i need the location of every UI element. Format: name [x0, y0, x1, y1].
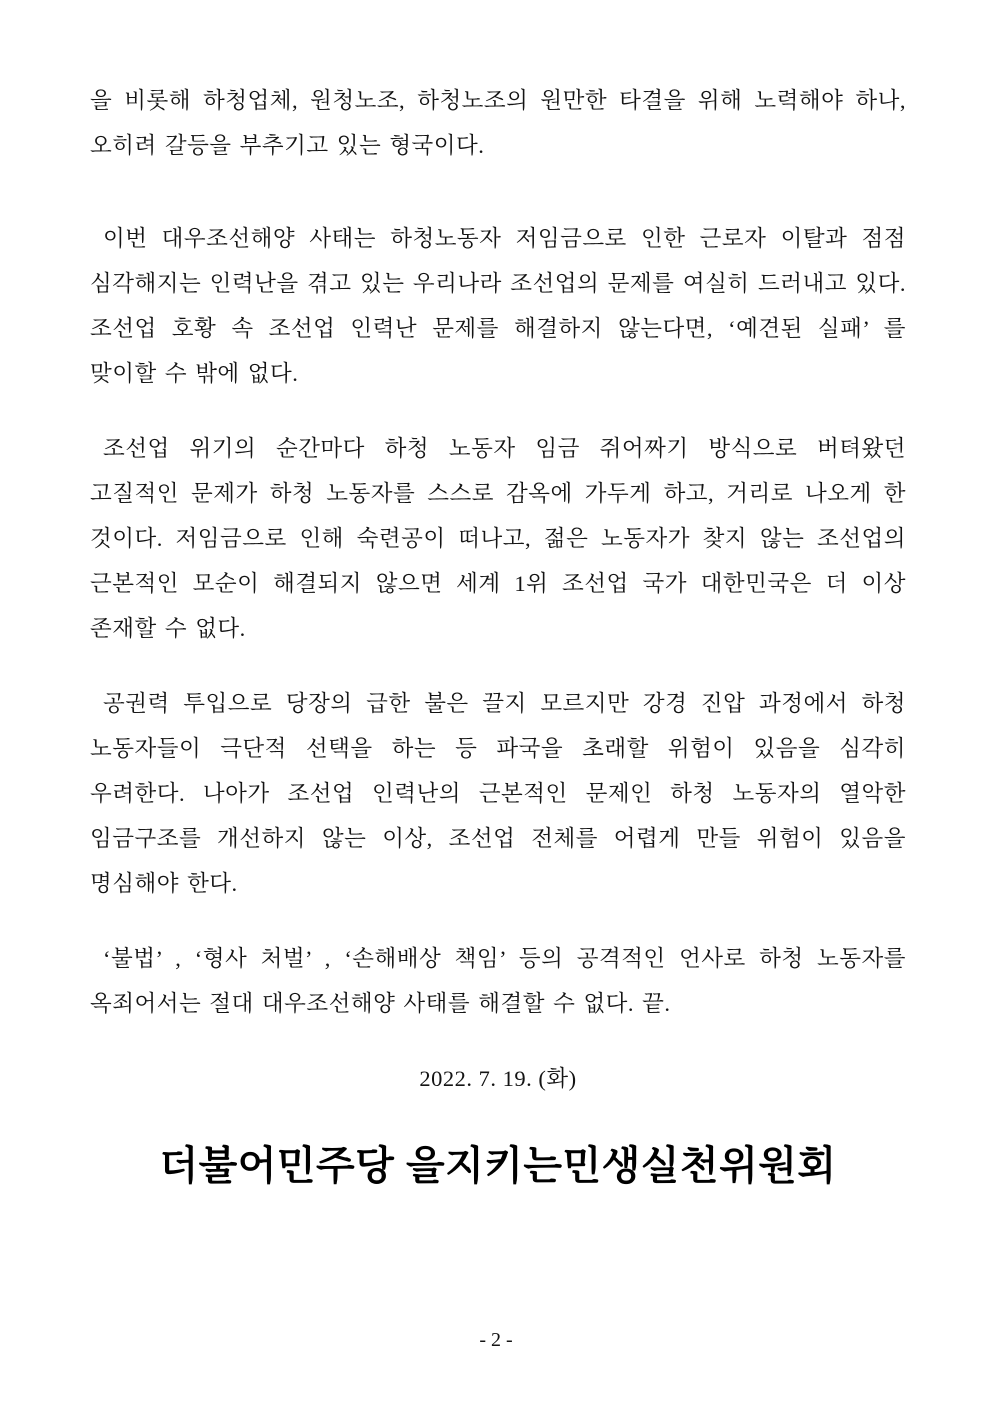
document-date: 2022. 7. 19. (화)	[419, 1066, 577, 1091]
paragraph-closing-statement: ‘불법’ , ‘형사 처벌’ , ‘손해배상 책임’ 등의 공격적인 언사로 하청 노동자를 옥죄어서는 절대 대우조선해양 사태를 해결할 수 없다. 끝.	[90, 946, 906, 1016]
paragraph-continuation: 을 비롯해 하청업체, 원청노조, 하청노조의 원만한 타결을 위해 노력해야 하나, 오히려 갈등을 부추기고 있는 형국이다.	[90, 88, 906, 158]
paragraph-daewoo-situation: 이번 대우조선해양 사태는 하청노동자 저임금으로 인한 근로자 이탈과 점점 심각해지는 인력난을 겪고 있는 우리나라 조선업의 문제를 여실히 드러내고 있다. 조선업 호황 속 조선업 인력난 문제를 해결하지 않는다면, ‘예견된 실패’ 를 맞이할 수 밖에 없다.	[90, 226, 906, 386]
paragraph-public-power-warning: 공권력 투입으로 당장의 급한 불은 끌지 모르지만 강경 진압 과정에서 하청 노동자들이 극단적 선택을 하는 등 파국을 초래할 위험이 있음을 심각히 우려한다. 나아가 조선업 인력난의 근본적인 문제인 하청 노동자의 열악한 임금구조를 개선하지 않는 이상, 조선업 전체를 어렵게 만들 위험이 있음을 명심해야 한다.	[90, 691, 906, 896]
page-number: - 2 -	[479, 1329, 513, 1351]
document-body	[90, 78, 906, 1194]
document-signature: 더불어민주당 을지키는민생실천위원회	[159, 1144, 837, 1188]
paragraph-shipbuilding-crisis: 조선업 위기의 순간마다 하청 노동자 임금 쥐어짜기 방식으로 버텨왔던 고질적인 문제가 하청 노동자를 스스로 감옥에 가두게 하고, 거리로 나오게 한 것이다. 저임금으로 인해 숙련공이 떠나고, 젊은 노동자가 찾지 않는 조선업의 근본적인 모순이 해결되지 않으면 세계 1위 조선업 국가 대한민국은 더 이상 존재할 수 없다.	[90, 436, 906, 641]
